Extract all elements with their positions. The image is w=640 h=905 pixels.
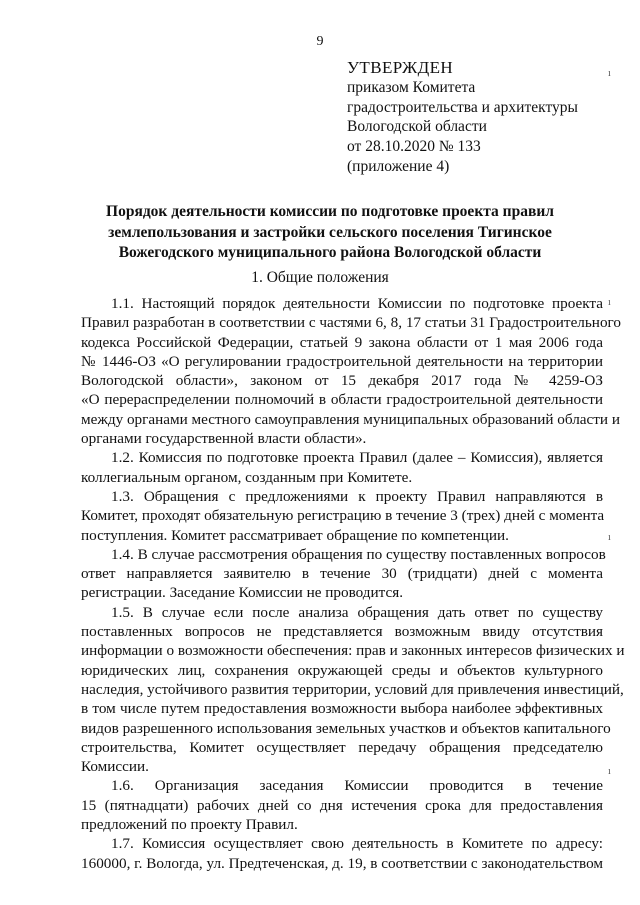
- approval-heading: УТВЕРЖДЕН: [347, 58, 454, 77]
- text-line: «О перераспределении полномочий в области градостроительной деятельности: [81, 391, 603, 409]
- text-line: строительства, Комитет осуществляет передачу обращения председателю: [81, 738, 603, 756]
- text-line: регистрации. Заседание Комиссии не проводится.: [81, 584, 403, 602]
- text-line: 1.3. Обращения с предложениями к проекту Правил направляются в: [111, 487, 603, 505]
- text-line: Комиссии.: [81, 758, 149, 776]
- approval-line: приказом Комитета: [347, 78, 476, 96]
- text-line: 1.5. В случае если после анализа обращения дать ответ по существу: [111, 603, 603, 621]
- title-line: Вожегодского муниципального района Вологодской области: [118, 244, 542, 261]
- title-line: землепользования и застройки сельского поселения Тигинское: [108, 223, 552, 241]
- section-heading: 1. Общие положения: [251, 269, 389, 286]
- text-line: информации о возможности обеспечения: прав и законных интересов физических и: [81, 642, 625, 660]
- text-line: поставленных вопросов не представляется возможным ввиду отсутствия: [81, 623, 603, 641]
- text-line: Вологодской области», законом от 15 декабря 2017 года № 4259-ОЗ: [81, 372, 603, 390]
- scan-mark: ı: [608, 532, 611, 543]
- scan-mark: ı: [608, 68, 611, 79]
- paragraph: [81, 487, 603, 545]
- scan-mark: ı: [608, 297, 611, 308]
- scan-mark: ı: [608, 766, 611, 777]
- document-title: [60, 202, 600, 264]
- paragraph: [81, 294, 621, 448]
- text-line: 1.6. Организация заседания Комиссии проводится в течение: [111, 777, 603, 795]
- text-line: 1.2. Комиссия по подготовке проекта Правил (далее – Комиссия), является: [111, 449, 603, 467]
- text-line: 160000, г. Вологда, ул. Предтеченская, д. 19, в соответствии с законодательством: [81, 854, 603, 872]
- text-line: между органами местного самоуправления муниципальных образований области и: [81, 410, 620, 428]
- document-body: [81, 294, 625, 873]
- approval-line: Вологодской области: [347, 118, 487, 136]
- paragraph: [81, 776, 603, 834]
- text-line: поступления. Комитет рассматривает обращение по компетенции.: [81, 526, 509, 544]
- approval-appendix: (приложение 4): [347, 157, 450, 175]
- paragraph: [81, 834, 603, 873]
- text-line: предложений по проекту Правил.: [81, 816, 298, 834]
- paragraph: [81, 448, 603, 487]
- text-line: № 1446-ОЗ «О регулировании градостроительной деятельности на территории: [81, 352, 603, 370]
- approval-block: [347, 58, 617, 177]
- approval-line: градостроительства и архитектуры: [347, 98, 578, 116]
- title-line: Порядок деятельности комиссии по подготовке проекта правил: [106, 203, 554, 220]
- text-line: Правил разработан в соответствии с частями 6, 8, 17 статьи 31 Градостроительного: [81, 314, 621, 332]
- page-number: 9: [316, 34, 324, 49]
- text-line: коллегиальным органом, созданным при Комитете.: [81, 468, 413, 486]
- paragraph: [81, 545, 606, 603]
- text-line: 1.7. Комиссия осуществляет свою деятельность в Комитете по адресу:: [111, 835, 603, 853]
- text-line: 1.1. Настоящий порядок деятельности Комиссии по подготовке проекта: [111, 295, 603, 312]
- text-line: юридических лиц, сохранения окружающей среды и объектов культурного: [81, 661, 603, 679]
- text-line: видов разрешенного использования земельных участков и объектов капитального: [81, 719, 611, 737]
- text-line: Комитет, проходят обязательную регистрацию в течение 3 (трех) дней с момента: [81, 507, 605, 525]
- text-line: 1.4. В случае рассмотрения обращения по существу поставленных вопросов: [111, 545, 606, 563]
- paragraph: [81, 603, 625, 777]
- approval-date-number: от 28.10.2020 № 133: [347, 138, 481, 156]
- text-line: 15 (пятнадцати) рабочих дней со дня истечения срока для предоставления: [81, 796, 603, 814]
- text-line: ответ направляется заявителю в течение 30 (тридцати) дней с момента: [81, 565, 603, 583]
- text-line: в том числе путем предоставления возможности выбора наиболее эффективных: [81, 700, 603, 718]
- text-line: органами государственной власти области».: [81, 430, 367, 448]
- text-line: наследия, устойчивого развития территории, условий для привлечения инвестиций,: [81, 680, 624, 698]
- text-line: кодекса Российской Федерации, статьей 9 закона области от 1 мая 2006 года: [81, 333, 603, 351]
